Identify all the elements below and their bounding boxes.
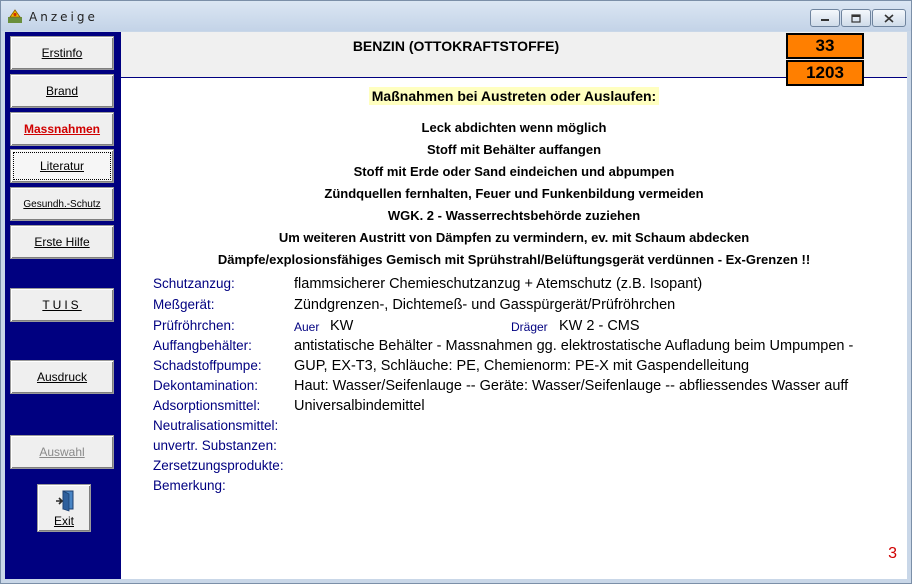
info-value: Universalbindemittel [294,398,425,414]
minimize-button[interactable] [810,9,840,27]
auer-value: KW [330,318,354,334]
info-label: Dekontamination: [153,378,259,393]
sidebar [5,32,121,579]
measure-item: Leck abdichten wenn möglich [421,120,607,135]
erste-hilfe-button[interactable]: Erste Hilfe [10,225,114,259]
content-panel [121,32,907,579]
measures-list [121,117,907,271]
info-label: Neutralisationsmittel: [153,418,279,433]
hazard-number-badge: 33 [786,33,864,59]
measure-item: Dämpfe/explosionsfähiges Gemisch mit Sprühstrahl/Belüftungsgerät verdünnen - Ex-Grenzen !! [217,252,811,267]
exit-button[interactable] [37,484,91,532]
ausdruck-button[interactable]: Ausdruck [10,360,114,394]
close-icon [884,14,894,23]
info-label: Prüfröhrchen: [153,318,235,333]
draeger-label: Dräger [511,320,548,334]
measure-item: WGK. 2 - Wasserrechtsbehörde zuziehen [387,208,641,223]
client-area [5,32,907,579]
substance-header [121,32,907,82]
section-title: Maßnahmen bei Austreten oder Auslaufen: [369,87,659,105]
un-number-badge: 1203 [786,60,864,86]
info-label: Meßgerät: [153,297,215,312]
erstinfo-button[interactable]: Erstinfo [10,36,114,70]
info-label: Adsorptionsmittel: [153,398,261,413]
info-label: Bemerkung: [153,478,226,493]
auer-label: Auer [294,320,320,334]
info-value: Zündgrenzen-, Dichtemeß- und Gasspürgerät/Prüfröhrchen [294,297,676,313]
info-value: GUP, EX-T3, Schläuche: PE, Chemienorm: PE-X mit Gaspendelleitung [294,358,750,374]
info-value: flammsicherer Chemieschutzanzug + Atemschutz (z.B. Isopant) [294,276,703,292]
literatur-button[interactable]: Literatur [10,149,114,183]
minimize-icon [820,14,830,22]
draeger-value: KW 2 - CMS [559,318,640,334]
tuis-button[interactable]: TUIS [10,288,114,322]
page-number: 3 [888,545,897,562]
substance-name: BENZIN (OTTOKRAFTSTOFFE) [352,38,560,54]
title-bar[interactable] [1,1,911,31]
gesundheitsschutz-button[interactable]: Gesundh.-Schutz [10,187,114,221]
info-label: Zersetzungsprodukte: [153,458,284,473]
close-button[interactable] [872,9,906,27]
massnahmen-button[interactable]: Massnahmen [10,112,114,146]
info-label: Schadstoffpumpe: [153,358,262,373]
exit-door-icon [54,489,76,513]
maximize-button[interactable] [841,9,871,27]
measure-item: Zündquellen fernhalten, Feuer und Funkenbildung vermeiden [324,186,704,201]
exit-label: Exit [53,514,74,528]
window-title: Anzeige [29,10,98,24]
auswahl-button[interactable]: Auswahl [10,435,114,469]
app-icon [7,8,23,24]
restore-icon [851,14,861,23]
measure-item: Stoff mit Erde oder Sand eindeichen und abpumpen [353,164,675,179]
section-heading [121,88,907,106]
brand-button[interactable]: Brand [10,74,114,108]
info-label: unvertr. Substanzen: [153,438,277,453]
info-label: Schutzanzug: [153,276,235,291]
measure-item: Um weiteren Austritt von Dämpfen zu vermindern, ev. mit Schaum abdecken [278,230,750,245]
measure-item: Stoff mit Behälter auffangen [426,142,602,157]
info-label: Auffangbehälter: [153,338,252,353]
info-value: antistatische Behälter - Massnahmen gg. elektrostatische Aufladung beim Umpumpen - [294,338,854,354]
info-value: Haut: Wasser/Seifenlauge -- Geräte: Wasser/Seifenlauge -- abfliessendes Wasser auff [294,378,849,394]
